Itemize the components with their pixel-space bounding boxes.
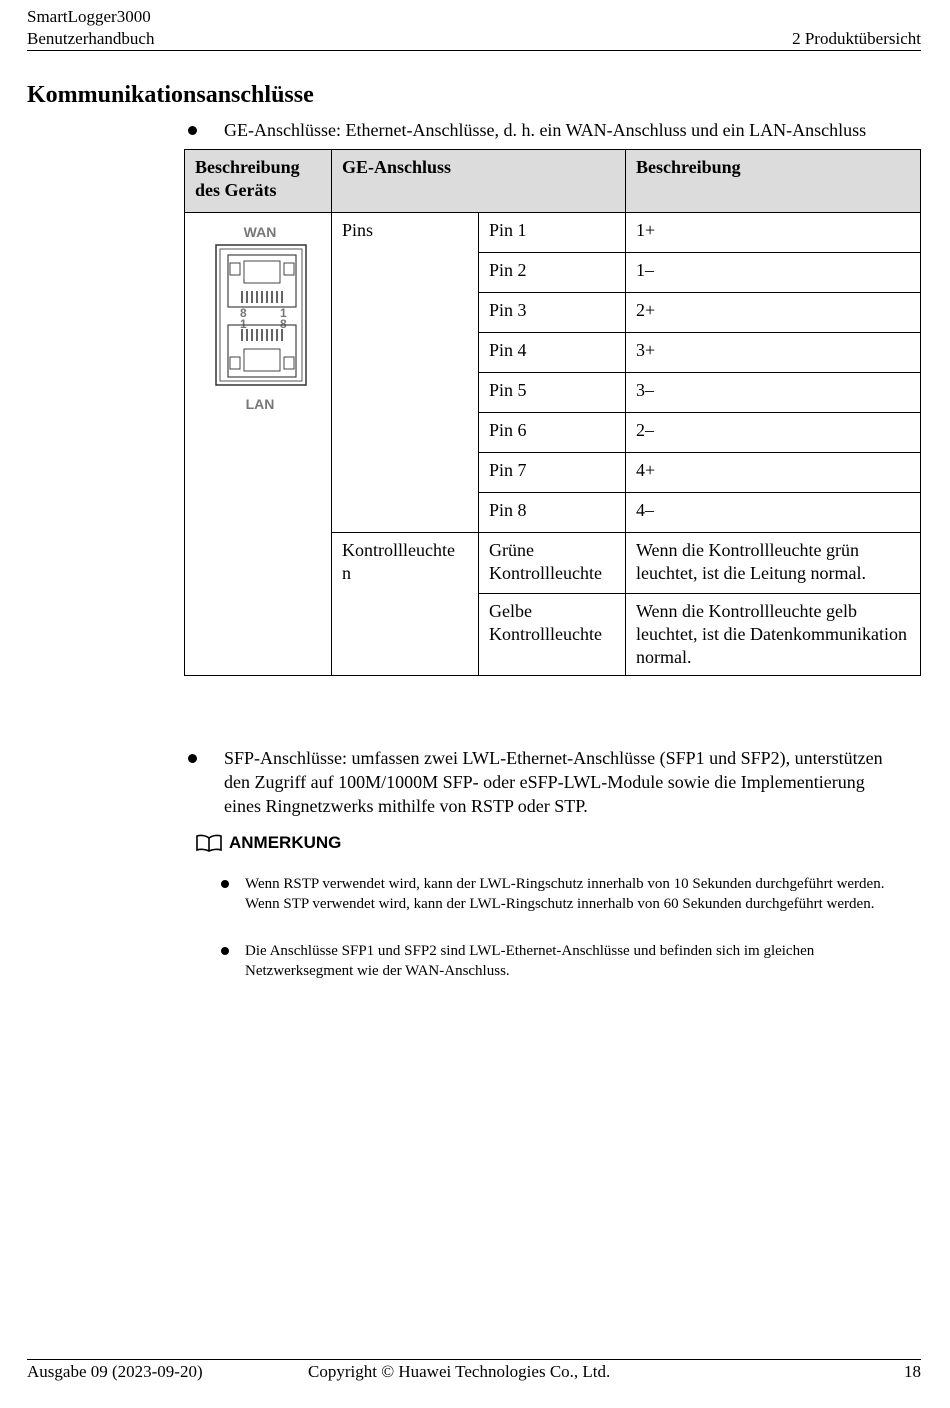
page-footer: [27, 1361, 921, 1383]
pin-desc: 1+: [626, 213, 921, 253]
page-header: [27, 6, 921, 50]
footer-divider: [27, 1359, 921, 1360]
header-device: Beschreibung des Geräts: [185, 150, 332, 213]
note-text: Wenn RSTP verwendet wird, kann der LWL-Ringschutz innerhalb von 10 Sekunden durchgeführt werden. Wenn STP verwendet wird, kann der LWL-Ringschutz innerhalb von 60 Sekunden durchgeführt werden.: [245, 876, 885, 912]
pin1-upper-label: 1: [280, 306, 287, 320]
bullet-sfp-text: SFP-Anschlüsse: umfassen zwei LWL-Ethernet-Anschlüsse (SFP1 und SFP2), unterstützen den Zugriff auf 100M/1000M SFP- oder eSFP-LWL-Module sowie die Implementierung eines Ringnetzwerks mithilfe von RSTP oder STP.: [224, 748, 883, 816]
pin-name: Pin 1: [479, 213, 626, 253]
pin-desc: 3–: [626, 373, 921, 413]
page-number: 18: [904, 1362, 921, 1381]
wan-label: WAN: [243, 224, 277, 240]
pin-desc: 4–: [626, 493, 921, 533]
pin-name: Pin 7: [479, 453, 626, 493]
pin1-lower-label: 1: [240, 317, 247, 331]
bullet-sfp-ports: [188, 746, 888, 818]
note-item: [221, 874, 901, 914]
header-product: SmartLogger3000: [27, 7, 151, 26]
pin-name: Pin 4: [479, 333, 626, 373]
footer-edition: Ausgabe 09 (2023-09-20): [27, 1362, 203, 1381]
pin-name: Pin 2: [479, 253, 626, 293]
pin-desc: 2+: [626, 293, 921, 333]
bullet-dot: [221, 947, 229, 955]
led-name: Grüne Kontrollleuchte: [479, 533, 626, 594]
table-header-row: [185, 150, 921, 213]
pin-desc: 1–: [626, 253, 921, 293]
table-row: [185, 213, 921, 253]
pin8-lower-label: 8: [280, 317, 287, 331]
led-name: Gelbe Kontrollleuchte: [479, 594, 626, 676]
led-desc: Wenn die Kontrollleuchte gelb leuchtet, ist die Datenkommunikation normal.: [626, 594, 921, 676]
bullet-ge-ports: [188, 118, 928, 142]
note-text: Die Anschlüsse SFP1 und SFP2 sind LWL-Ethernet-Anschlüsse und befinden sich im gleichen Netzwerksegment wie der WAN-Anschluss.: [245, 943, 815, 979]
pin-name: Pin 5: [479, 373, 626, 413]
pin-desc: 4+: [626, 453, 921, 493]
pin-name: Pin 8: [479, 493, 626, 533]
device-figure-cell: [185, 213, 332, 676]
bullet-dot: [188, 126, 197, 135]
led-label-cell: Kontrollleuchte n: [332, 533, 479, 676]
section-title: Kommunikationsanschlüsse: [27, 82, 314, 108]
header-divider: [27, 50, 921, 51]
rj45-port-figure: [208, 217, 308, 417]
pin8-upper-label: 8: [240, 306, 247, 320]
pin-name: Pin 3: [479, 293, 626, 333]
bullet-ge-text: GE-Anschlüsse: Ethernet-Anschlüsse, d. h. ein WAN-Anschluss und ein LAN-Anschluss: [224, 120, 867, 140]
book-icon: [195, 834, 223, 852]
footer-copyright: Copyright © Huawei Technologies Co., Ltd.: [308, 1362, 611, 1381]
header-description: Beschreibung: [626, 150, 921, 213]
header-ge-port: GE-Anschluss: [332, 150, 626, 213]
pin-desc: 3+: [626, 333, 921, 373]
bullet-dot: [221, 880, 229, 888]
note-title: ANMERKUNG: [229, 833, 342, 852]
pins-label-cell: Pins: [332, 213, 479, 533]
note-heading: [195, 832, 341, 854]
lan-label: LAN: [245, 396, 275, 412]
pin-name: Pin 6: [479, 413, 626, 453]
pin-desc: 2–: [626, 413, 921, 453]
note-item: [221, 941, 901, 981]
bullet-dot: [188, 754, 197, 763]
ge-port-table: [184, 149, 921, 676]
led-desc: Wenn die Kontrollleuchte grün leuchtet, ist die Leitung normal.: [626, 533, 921, 594]
header-doc-type: Benutzerhandbuch: [27, 29, 155, 48]
header-chapter: 2 Produktübersicht: [792, 29, 921, 48]
